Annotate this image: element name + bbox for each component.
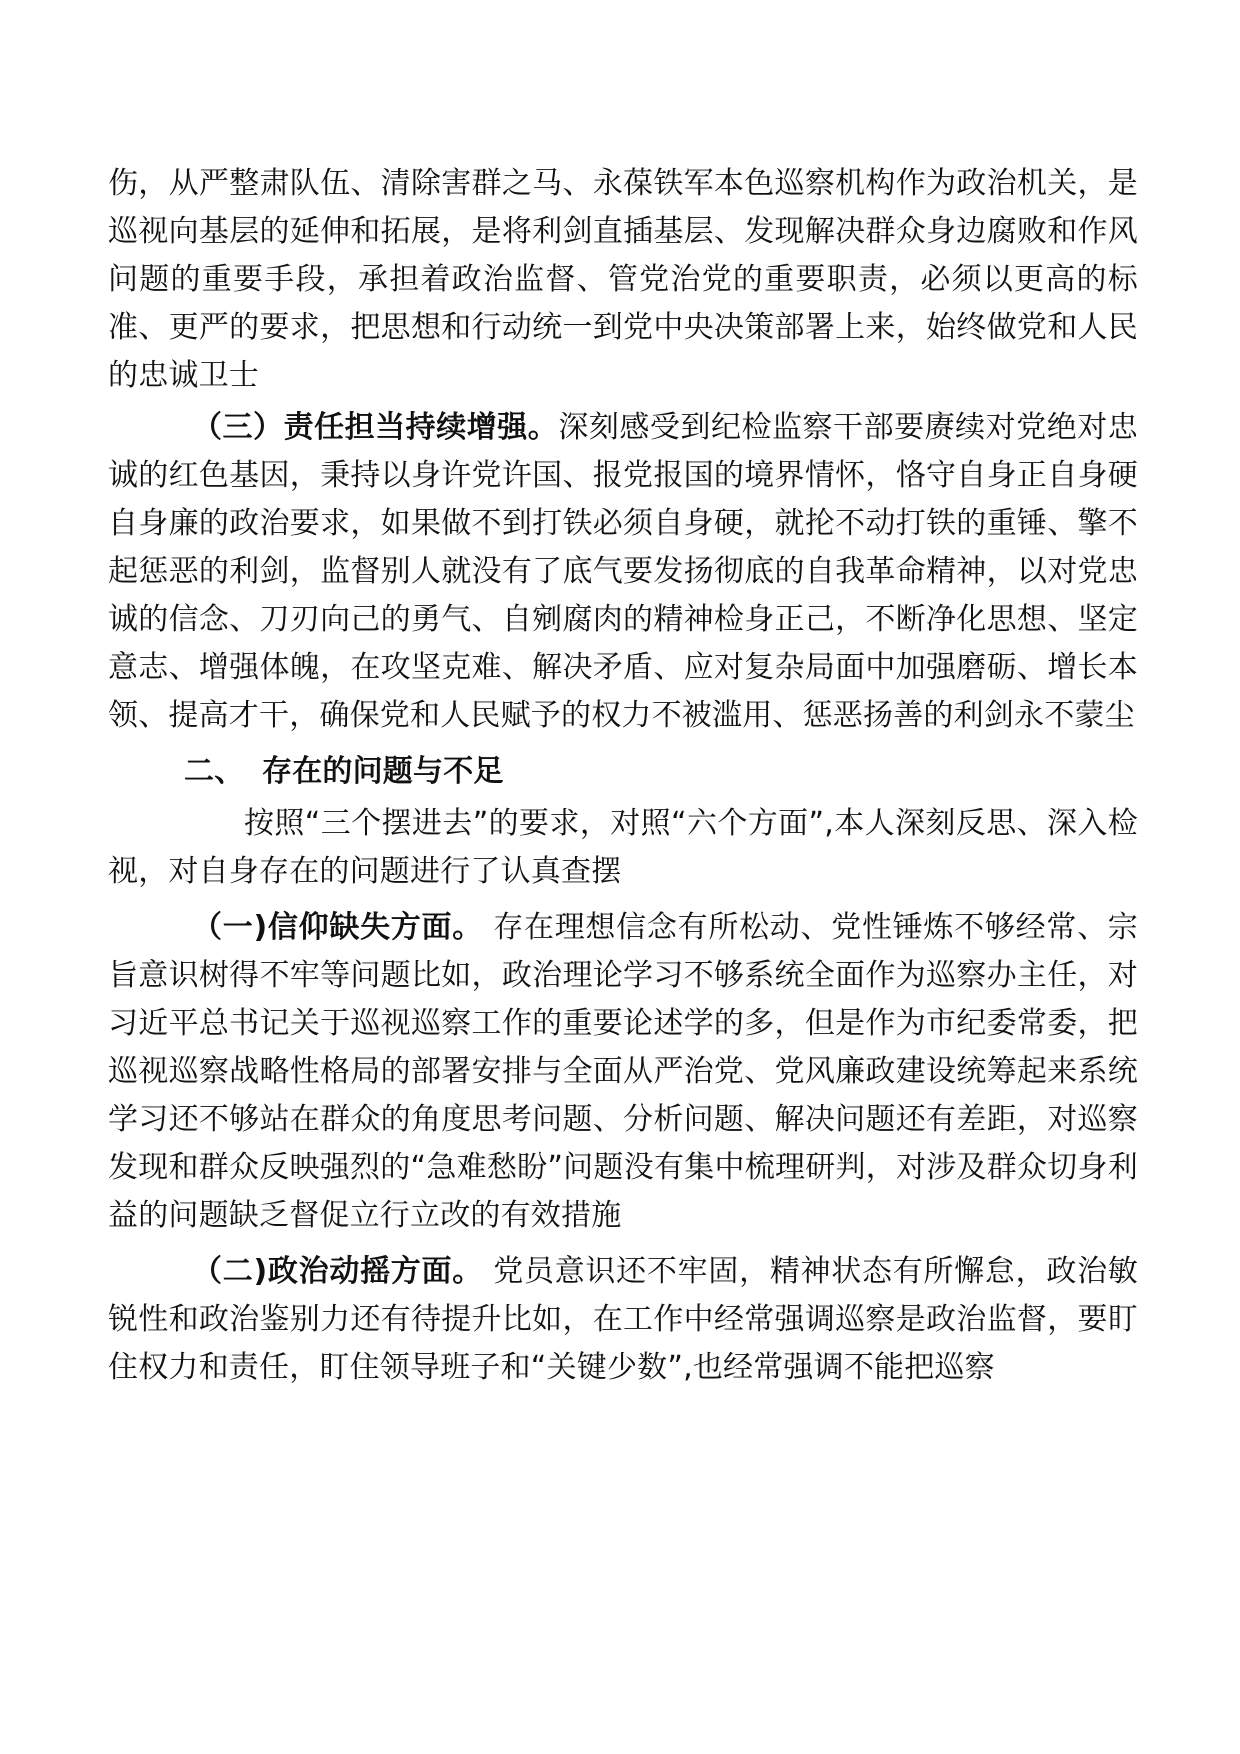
paragraph-text: 按照“三个摆进去”的要求，对照“六个方面”,本人深刻反思、深入检视，对自身存在的问题进行了认真查摆 bbox=[108, 806, 1138, 889]
paragraph-intro bbox=[108, 800, 1138, 896]
paragraph-text: 深刻感受到纪检监察干部要赓续对党绝对忠诚的红色基因，秉持以身许党许国、报党报国的境界情怀，恪守自身正自身硬自身廉的政治要求，如果做不到打铁必须自身硬，就抡不动打铁的重锤、擎不起惩恶的利剑，监督别人就没有了底气要发扬彻底的自我革命精神，以对党忠诚的信念、刀刃向己的勇气、自剜腐肉的精神检身正己，不断净化思想、坚定意志、增强体魄，在攻坚克难、解决矛盾、应对复杂局面中加强磨砺、增长本领、提高才干，确保党和人民赋予的权力不被滥用、惩恶扬善的利剑永不蒙尘 bbox=[108, 410, 1138, 733]
paragraph-lead: （二)政治动摇方面。 bbox=[192, 1254, 483, 1289]
document-body bbox=[108, 160, 1138, 1392]
paragraph-continued bbox=[108, 160, 1138, 400]
section-title: 存在的问题与不足 bbox=[262, 754, 504, 789]
section-heading bbox=[108, 748, 1138, 796]
paragraph-text: 伤，从严整肃队伍、清除害群之马、永葆铁军本色巡察机构作为政治机关，是巡视向基层的延伸和拓展，是将利剑直插基层、发现解决群众身边腐败和作风问题的重要手段，承担着政治监督、管党治党的重要职责，必须以更高的标准、更严的要求，把思想和行动统一到党中央决策部署上来，始终做党和人民的忠诚卫士 bbox=[108, 166, 1138, 393]
paragraph-belief bbox=[108, 904, 1138, 1240]
section-number: 二、 bbox=[184, 754, 245, 789]
paragraph-responsibility bbox=[108, 404, 1138, 740]
paragraph-political bbox=[108, 1248, 1138, 1392]
paragraph-text: 存在理想信念有所松动、党性锤炼不够经常、宗旨意识树得不牢等问题比如，政治理论学习不够系统全面作为巡察办主任，对习近平总书记关于巡视巡察工作的重要论述学的多，但是作为市纪委常委，把巡视巡察战略性格局的部署安排与全面从严治党、党风廉政建设统筹起来系统学习还不够站在群众的角度思考问题、分析问题、解决问题还有差距，对巡察发现和群众反映强烈的“急难愁盼”问题没有集中梳理研判，对涉及群众切身利益的问题缺乏督促立行立改的有效措施 bbox=[108, 910, 1138, 1233]
paragraph-lead: （一)信仰缺失方面。 bbox=[192, 910, 483, 945]
paragraph-text: 党员意识还不牢固，精神状态有所懈怠，政治敏锐性和政治鉴别力还有待提升比如，在工作中经常强调巡察是政治监督，要盯住权力和责任，盯住领导班子和“关键少数”,也经常强调不能把巡察 bbox=[108, 1254, 1138, 1385]
paragraph-lead: （三）责任担当持续增强。 bbox=[192, 410, 559, 445]
